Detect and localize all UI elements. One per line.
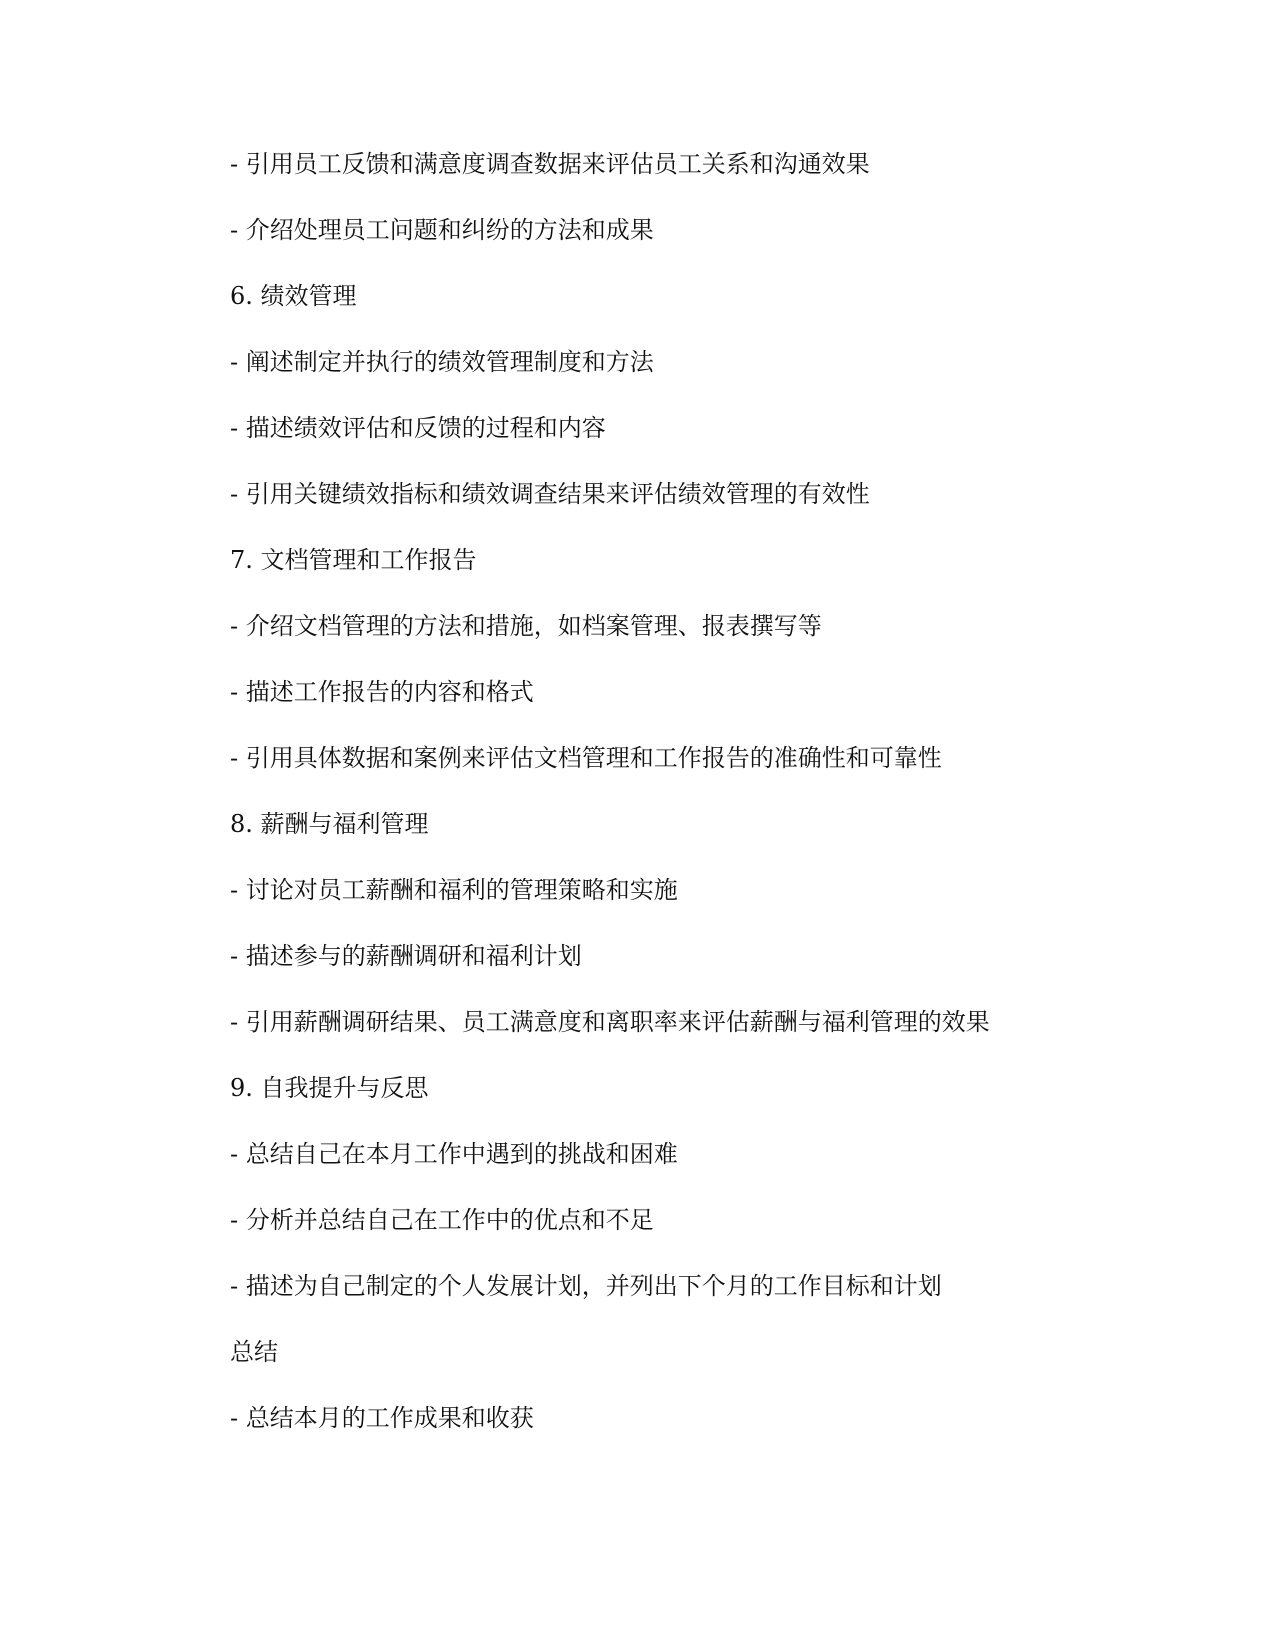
- bullet-line: - 分析并总结自己在工作中的优点和不足: [230, 1206, 654, 1234]
- bullet-line: - 介绍文档管理的方法和措施，如档案管理、报表撰写等: [230, 612, 822, 640]
- bullet-line: - 描述绩效评估和反馈的过程和内容: [230, 414, 606, 442]
- bullet-line: - 描述参与的薪酬调研和福利计划: [230, 942, 582, 970]
- bullet-line: - 总结自己在本月工作中遇到的挑战和困难: [230, 1140, 678, 1168]
- bullet-line: - 引用具体数据和案例来评估文档管理和工作报告的准确性和可靠性: [230, 744, 942, 772]
- section-heading: 6. 绩效管理: [230, 282, 357, 310]
- bullet-line: - 介绍处理员工问题和纠纷的方法和成果: [230, 216, 654, 244]
- section-heading: 7. 文档管理和工作报告: [230, 546, 477, 574]
- bullet-line: - 描述工作报告的内容和格式: [230, 678, 534, 706]
- section-heading: 9. 自我提升与反思: [230, 1074, 429, 1102]
- section-heading: 总结: [230, 1338, 278, 1366]
- bullet-line: - 总结本月的工作成果和收获: [230, 1404, 534, 1432]
- bullet-line: - 讨论对员工薪酬和福利的管理策略和实施: [230, 876, 678, 904]
- document-body: [230, 148, 1050, 1468]
- bullet-line: - 描述为自己制定的个人发展计划，并列出下个月的工作目标和计划: [230, 1272, 942, 1300]
- section-heading: 8. 薪酬与福利管理: [230, 810, 429, 838]
- bullet-line: - 阐述制定并执行的绩效管理制度和方法: [230, 348, 654, 376]
- bullet-line: - 引用薪酬调研结果、员工满意度和离职率来评估薪酬与福利管理的效果: [230, 1008, 990, 1036]
- bullet-line: - 引用关键绩效指标和绩效调查结果来评估绩效管理的有效性: [230, 480, 870, 508]
- bullet-line: - 引用员工反馈和满意度调查数据来评估员工关系和沟通效果: [230, 150, 870, 178]
